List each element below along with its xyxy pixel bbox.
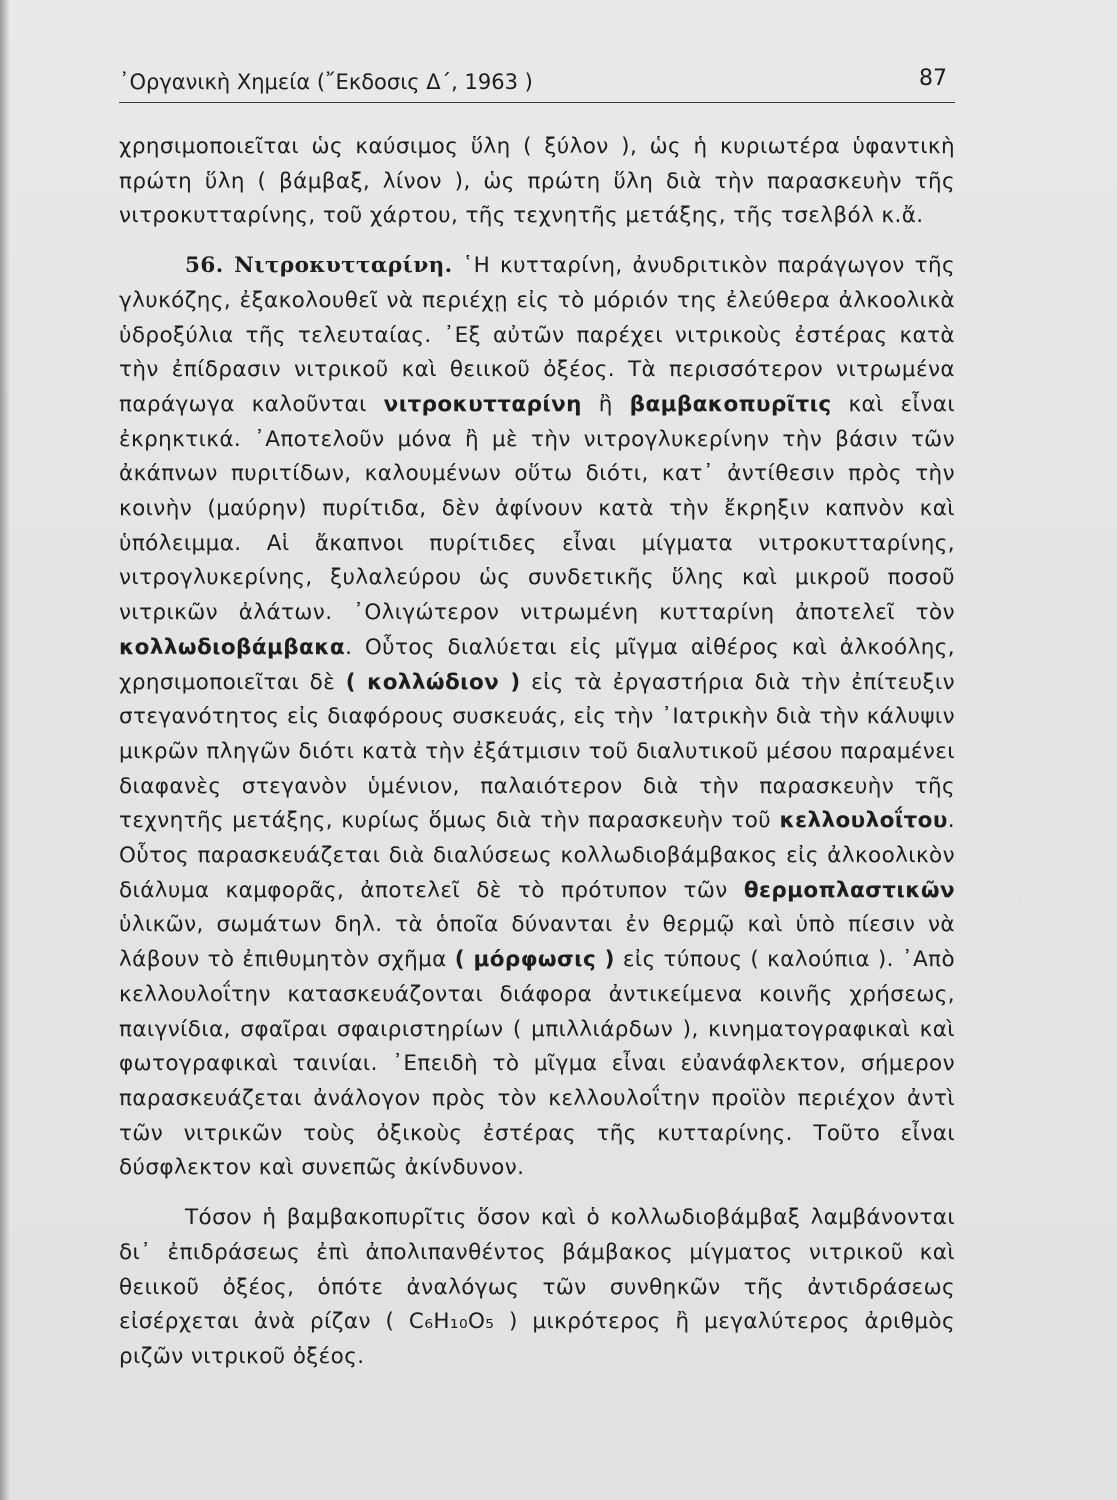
section-text-1: ῾Η κυτταρίνη, ἀνυδριτικὸν παράγωγον τῆς γλυκόζης, ἐξακολουθεῖ νὰ περιέχῃ εἰς τὸ μόριόν της ἐλεύθερα ἀλκοολικὰ ὑδροξύλια τῆς τελευταίας. ᾿Εξ αὐτῶν παρέχει νιτρικοὺς ἐστέρας κατὰ τὴν ἐπίδρασιν νιτρικοῦ καὶ θειικοῦ ὀξέος. Τὰ περισσότερον νιτρωμένα παράγωγα καλοῦνται	[119, 253, 955, 417]
section-text-8: εἰς τύπους ( καλούπια ). ᾿Απὸ κελλουλοΐτην κατασκευάζονται διάφορα ἀντικείμενα κοινῆς χρήσεως, παιγνίδια, σφαῖραι σφαιριστηρίων ( μπιλλιάρδων ), κινηματογραφικαὶ καὶ φωτογραφικαὶ ταινίαι. ᾿Επειδὴ τὸ μῖγμα εἶναι εὐανάφλεκτον, σήμερον παρασκευάζεται ἀνάλογον πρὸς τὸν κελλουλοΐτην προϊὸν περιέχον ἀντὶ τῶν νιτρικῶν τοὺς ὀξικοὺς ἐστέρας τῆς κυτταρίνης. Τοῦτο εἶναι δύσφλεκτον καὶ συνεπῶς ἀκίνδυνον.	[119, 947, 956, 1181]
body-text	[119, 130, 955, 1375]
intro-paragraph	[119, 130, 955, 234]
term-celluloid: κελλουλοΐτου	[779, 808, 948, 834]
section-heading: 56. Νιτροκυτταρίνη.	[185, 253, 453, 279]
final-text-1: Τόσον ἡ βαμβακοπυρῖτις ὅσον καὶ ὁ κολλωδιοβάμβαξ λαμβάνονται δι᾿ ἐπιδράσεως ἐπὶ ἀπολιπανθέντος βάμβακος μίγματος νιτρικοῦ καὶ θειικοῦ ὀξέος, ὁπότε ἀναλόγως τῶν συνθηκῶν τῆς ἀντιδράσεως εἰσέρχεται ἀνὰ ρίζαν	[119, 1205, 955, 1335]
running-title: ᾿Οργανικὴ Χημεία (῎Εκδοσις Δ΄, 1963 )	[119, 70, 533, 94]
section-text-4: . Οὗτος διαλύεται εἰς μῖγμα αἰθέρος καὶ ἀλκοόλης, χρησιμοποιεῖται δὲ	[119, 634, 955, 695]
term-guncotton: βαμβακοπυρῖτις	[629, 391, 832, 417]
section-text-6: . Οὗτος παρασκευάζεται διὰ διαλύσεως κολλωδιοβάμβακος εἰς ἀλκοολικὸν διάλυμα καμφορᾶς, ἀποτελεῖ δὲ τὸ πρότυπον τῶν	[119, 808, 955, 903]
term-molding: ( μόρφωσις )	[454, 947, 615, 973]
term-thermoplastics: θερμοπλαστικῶν	[743, 877, 955, 903]
section-text-2: ἢ	[581, 391, 630, 417]
term-collodion-cotton: κολλωδιοβάμβακα	[119, 634, 346, 660]
page-number: 87	[919, 66, 947, 91]
section-text-3: καὶ εἶναι ἐκρηκτικά. ᾿Αποτελοῦν μόνα ἢ μὲ τὴν νιτρογλυκερίνην τὴν βάσιν τῶν ἀκάπνων πυριτίδων, καλουμένων οὕτω διότι, κατ᾿ ἀντίθεσιν πρὸς τὴν κοινὴν (μαύρην) πυρίτιδα, δὲν ἀφίνουν κατὰ τὴν ἔκρηξιν καπνὸν καὶ ὑπόλειμμα. Αἱ ἄκαπνοι πυρίτιδες εἶναι μίγματα νιτροκυτταρίνης, νιτρογλυκερίνης, ξυλαλεύρου ὡς συνδετικῆς ὕλης καὶ μικροῦ ποσοῦ νιτρικῶν ἀλάτων. ᾿Ολιγώτερον νιτρωμένη κυτταρίνη ἀποτελεῖ τὸν	[119, 391, 955, 626]
section-text-7: ὑλικῶν, σωμάτων δηλ. τὰ ὁποῖα δύνανται ἐν θερμῷ καὶ ὑπὸ πίεσιν νὰ λάβουν τὸ ἐπιθυμητὸν σχῆμα	[119, 912, 955, 973]
binding-shadow	[0, 0, 10, 1500]
intro-text: χρησιμοποιεῖται ὡς καύσιμος ὕλη ( ξύλον ), ὡς ἡ κυριωτέρα ὑφαντικὴ πρώτη ὕλη ( βάμβαξ, λίνον ), ὡς πρώτη ὕλη διὰ τὴν παρασκευὴν τῆς νιτροκυτταρίνης, τοῦ χάρτου, τῆς τεχνητῆς μετάξης, τῆς τσελβόλ κ.ἄ.	[119, 134, 955, 229]
section-56-paragraph	[119, 249, 955, 1186]
final-paragraph	[119, 1201, 955, 1375]
final-text-2: μικρότερος ἢ μεγαλύτερος ἀριθμὸς ριζῶν νιτρικοῦ ὀξέος.	[119, 1309, 955, 1369]
term-nitrocellulose: νιτροκυτταρίνη	[383, 391, 582, 417]
running-header	[119, 68, 955, 103]
chemical-formula: ( C₆H₁₀O₅ )	[385, 1309, 518, 1335]
section-text-5: εἰς τὰ ἐργαστήρια διὰ τὴν ἐπίτευξιν στεγανότητος εἰς διαφόρους συσκευάς, εἰς τὴν ᾿Ιατρικὴν διὰ τὴν κάλυψιν μικρῶν πληγῶν διότι κατὰ τὴν ἐξάτμισιν τοῦ διαλυτικοῦ μέσου παραμένει διαφανὲς στεγανὸν ὑμένιον, παλαιότερον διὰ τὴν παρασκευὴν τῆς τεχνητῆς μετάξης, κυρίως ὅμως διὰ τὴν παρασκευὴν τοῦ	[119, 669, 955, 834]
term-collodion: ( κολλώδιον )	[345, 669, 521, 695]
